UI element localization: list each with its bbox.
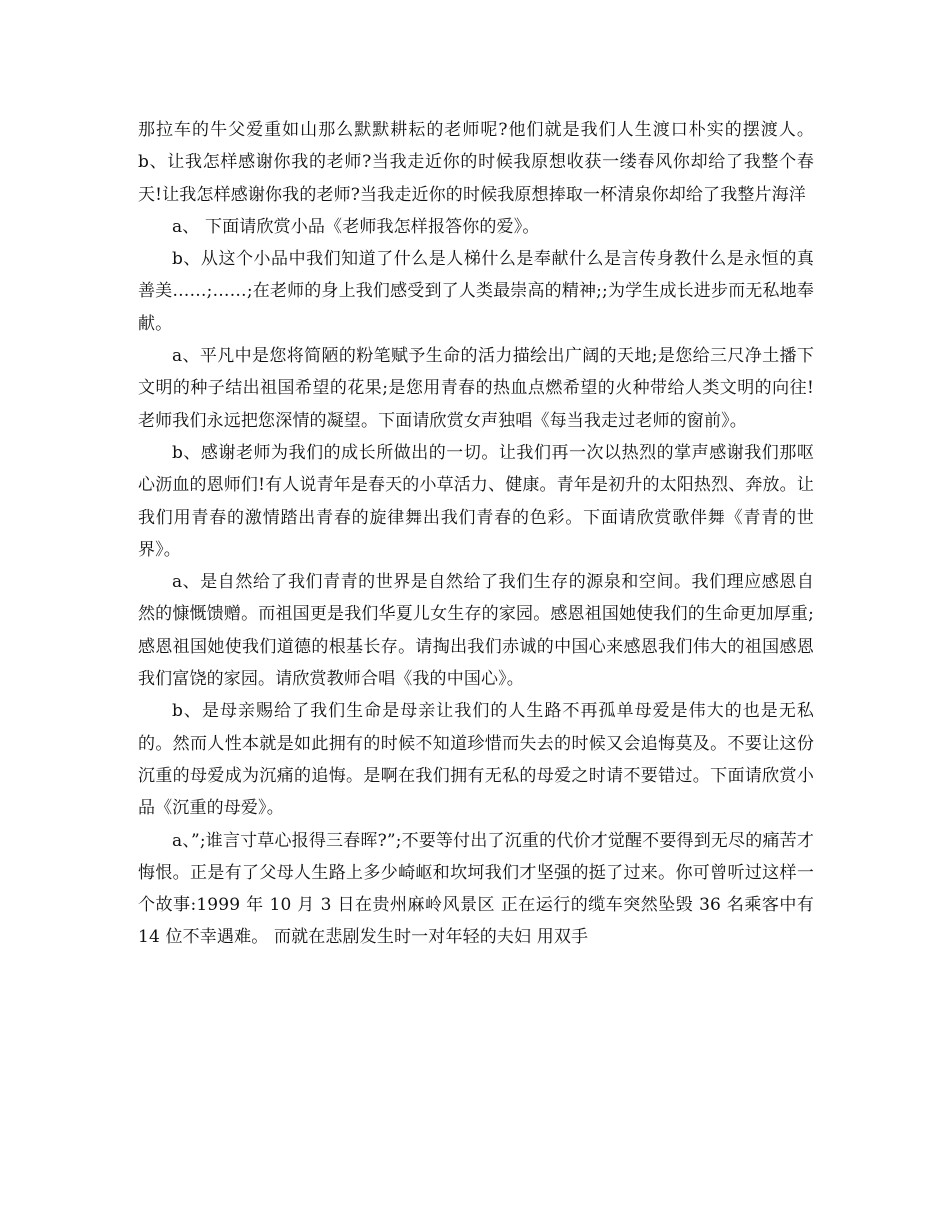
paragraph-5: b、感谢老师为我们的成长所做出的一切。让我们再一次以热烈的掌声感谢我们那呕心沥血的恩师们!有人说青年是春天的小草活力、健康。青年是初升的太阳热烈、奔放。让我们用青春的激情踏出青春的旋律舞出我们青春的色彩。下面请欣赏歌伴舞《青青的世界》。 [138, 442, 814, 560]
paragraph-4: a、平凡中是您将简陋的粉笔赋予生命的活力描绘出广阔的天地;是您给三尺净土播下文明的种子结出祖国希望的花果;是您用青春的热血点燃希望的火种带给人类文明的向往!老师我们永远把您深情的凝望。下面请欣赏女声独唱《每当我走过老师的窗前》。 [138, 346, 814, 431]
paragraph-3: b、从这个小品中我们知道了什么是人梯什么是奉献什么是言传身教什么是永恒的真善美……;……;在老师的身上我们感受到了人类最崇高的精神;;为学生成长进步而无私地奉献。 [138, 249, 814, 334]
paragraph-6: a、是自然给了我们青青的世界是自然给了我们生存的源泉和空间。我们理应感恩自然的慷慨馈赠。而祖国更是我们华夏儿女生存的家园。感恩祖国她使我们的生命更加厚重;感恩祖国她使我们道德的根基长存。请掏出我们赤诚的中国心来感恩我们伟大的祖国感恩我们富饶的家园。请欣赏教师合唱《我的中国心》。 [138, 572, 814, 690]
paragraph-8: a、”;谁言寸草心报得三春晖?”;不要等付出了沉重的代价才觉醒不要得到无尽的痛苦才悔恨。正是有了父母人生路上多少崎岖和坎坷我们才坚强的挺了过来。你可曾听过这样一个故事:1999 年 10 月 3 日在贵州麻岭风景区 正在运行的缆车突然坠毁 36 名乘客中有 14 位不幸遇难。 而就在悲剧发生时一对年轻的夫妇 用双手 [138, 830, 814, 948]
paragraph-2: a、 下面请欣赏小品《老师我怎样报答你的爱》。 [172, 216, 540, 237]
paragraph-1: 那拉车的牛父爱重如山那么默默耕耘的老师呢?他们就是我们人生渡口朴实的摆渡人。 b、让我怎样感谢你我的老师?当我走近你的时候我原想收获一缕春风你却给了我整个春天!让我怎样感谢你我的老师?当我走近你的时候我原想捧取一杯清泉你却给了我整片海洋 [138, 120, 814, 205]
paragraph-7: b、是母亲赐给了我们生命是母亲让我们的人生路不再孤单母爱是伟大的也是无私的。然而人性本就是如此拥有的时候不知道珍惜而失去的时候又会追悔莫及。不要让这份沉重的母爱成为沉痛的追悔。是啊在我们拥有无私的母爱之时请不要错过。下面请欣赏小品《沉重的母爱》。 [138, 701, 814, 819]
document-body [138, 114, 814, 954]
